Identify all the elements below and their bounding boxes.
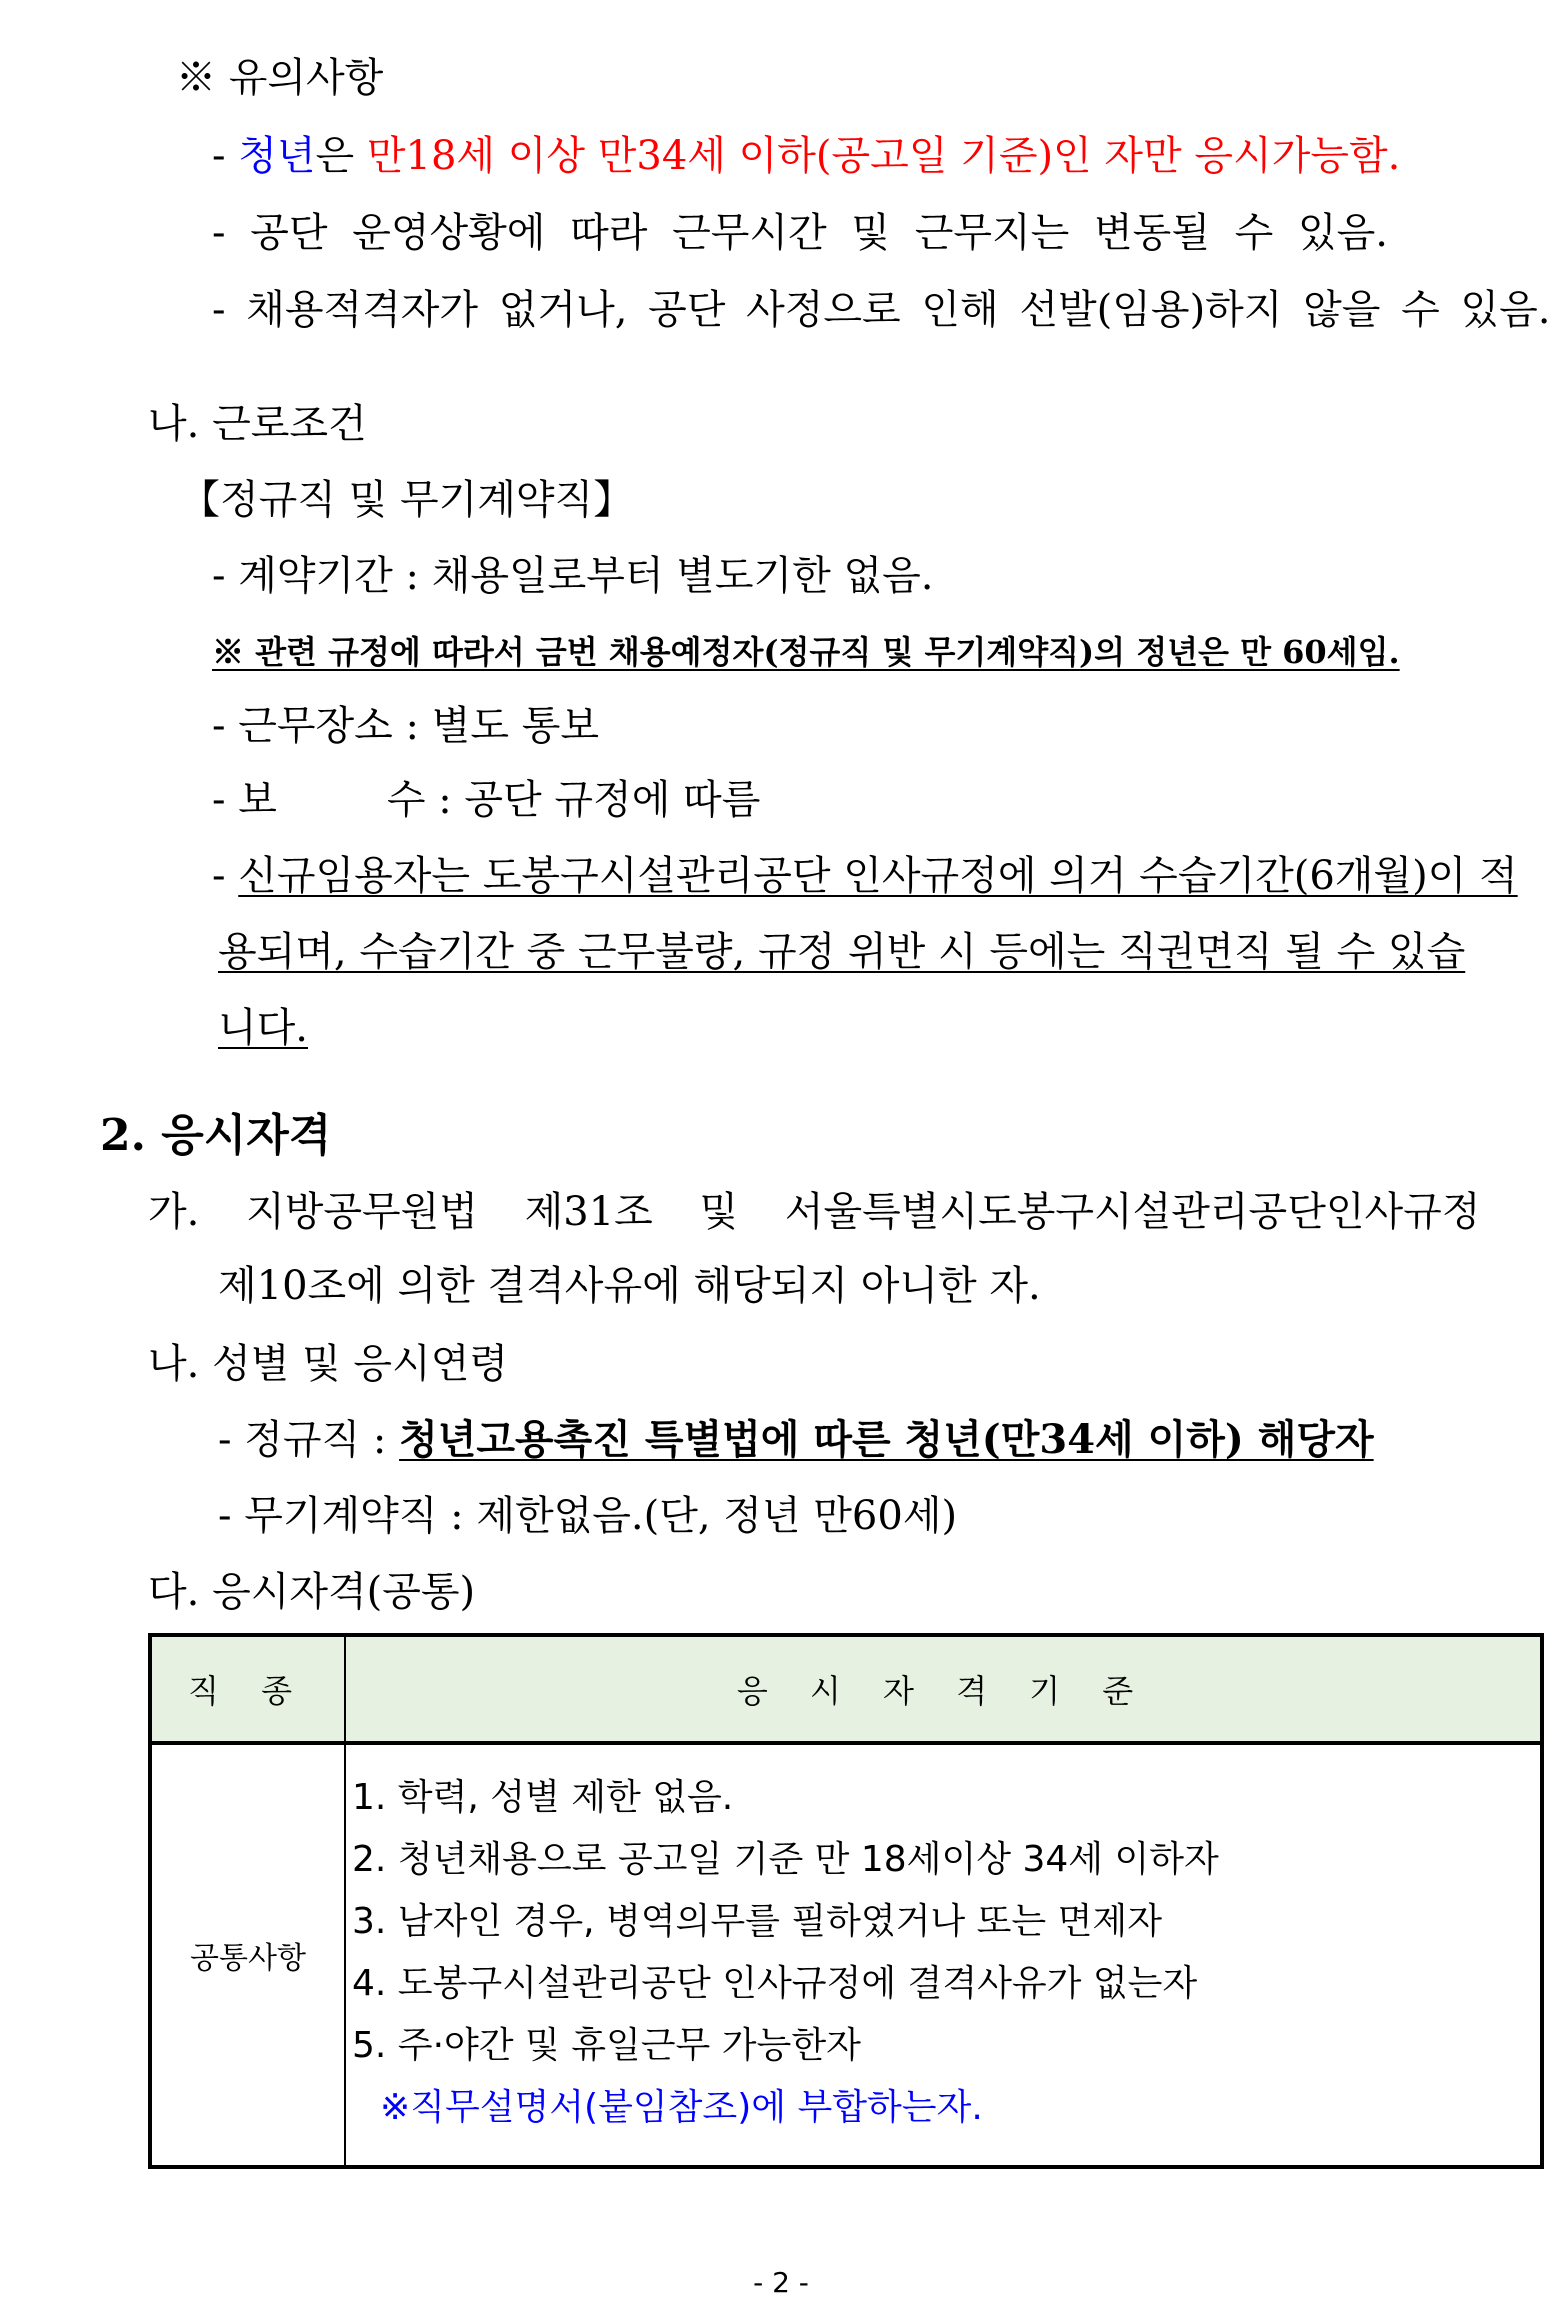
disqualification-line-2: 제10조에 의한 결격사유에 해당되지 아니한 자. xyxy=(218,1263,1041,1309)
notice-header: ※ 유의사항 xyxy=(176,55,384,101)
workplace: - 근무장소 : 별도 통보 xyxy=(212,703,599,749)
regular-position xyxy=(218,1416,1374,1463)
indefinite-contract: - 무기계약직 : 제한없음.(단, 정년 만60세) xyxy=(218,1493,958,1539)
requirements-table xyxy=(148,1633,1544,2169)
criteria-cell xyxy=(345,1743,1542,2167)
table-row xyxy=(150,1743,1542,2167)
job-description-note: ※직무설명서(붙임참조)에 부합하는자. xyxy=(380,2087,983,2128)
age-requirement: 만18세 이상 만34세 이하(공고일 기준)인 자만 응시가능함. xyxy=(366,133,1401,179)
gender-age-heading: 나. 성별 및 응시연령 xyxy=(148,1341,508,1387)
table-header-row xyxy=(150,1635,1542,1743)
notice-work-hours-line: - 공단 운영상황에 따라 근무시간 및 근무지는 변동될 수 있음. xyxy=(212,210,1389,256)
youth-word: 청년 xyxy=(238,133,316,179)
header-criteria: 응 시 자 격 기 준 xyxy=(345,1635,1542,1743)
pay-label: - 보 xyxy=(212,777,277,823)
common-qualification-heading: 다. 응시자격(공통) xyxy=(148,1569,476,1615)
list-item: 3. 남자인 경우, 병역의무를 필하였거나 또는 면제자 xyxy=(352,1901,1162,1942)
page-number: - 2 - xyxy=(753,2266,809,2299)
list-item: 4. 도봉구시설관리공단 인사규정에 결격사유가 없는자 xyxy=(352,1963,1198,2004)
probation-line-1 xyxy=(212,853,1540,899)
category-cell: 공통사항 xyxy=(150,1743,345,2167)
disqualification-line-1: 가. 지방공무원법 제31조 및 서울특별시도봉구시설관리공단인사규정 xyxy=(148,1189,1481,1235)
pay-value: 수 : 공단 규정에 따름 xyxy=(386,777,761,823)
list-item: 5. 주·야간 및 휴일근무 가능한자 xyxy=(352,2025,861,2066)
notice-selection-line: - 채용적격자가 없거나, 공단 사정으로 인해 선발(임용)하지 않을 수 있음. xyxy=(212,287,1551,333)
notice-age-line xyxy=(212,133,1401,179)
conditions-heading: 나. 근로조건 xyxy=(148,401,367,447)
bullet-dash: - xyxy=(212,133,239,179)
list-item: 2. 청년채용으로 공고일 기준 만 18세이상 34세 이하자 xyxy=(352,1839,1219,1880)
regular-label: - 정규직 : xyxy=(218,1417,400,1463)
probation-text-1: 신규임용자는 도봉구시설관리공단 인사규정에 의거 수습기간(6개월)이 적 xyxy=(238,853,1518,899)
probation-dash: - xyxy=(212,853,239,899)
retirement-note: ※ 관련 규정에 따라서 금번 채용예정자(정규직 및 무기계약직)의 정년은 만 60세임. xyxy=(212,633,1400,671)
pay xyxy=(212,777,761,823)
regular-value: 청년고용촉진 특별법에 따른 청년(만34세 이하) 해당자 xyxy=(399,1416,1374,1463)
probation-line-3: 니다. xyxy=(218,1005,308,1051)
probation-line-2: 용되며, 수습기간 중 근무불량, 규정 위반 시 등에는 직권면직 될 수 있습 xyxy=(218,929,1466,975)
header-job-type: 직 종 xyxy=(150,1635,345,1743)
qualifications-title: 2. 응시자격 xyxy=(100,1110,332,1161)
particle: 은 xyxy=(315,133,367,179)
list-item: 1. 학력, 성별 제한 없음. xyxy=(352,1777,734,1818)
contract-period: - 계약기간 : 채용일로부터 별도기한 없음. xyxy=(212,553,934,599)
conditions-subheading: 【정규직 및 무기계약직】 xyxy=(180,477,634,523)
